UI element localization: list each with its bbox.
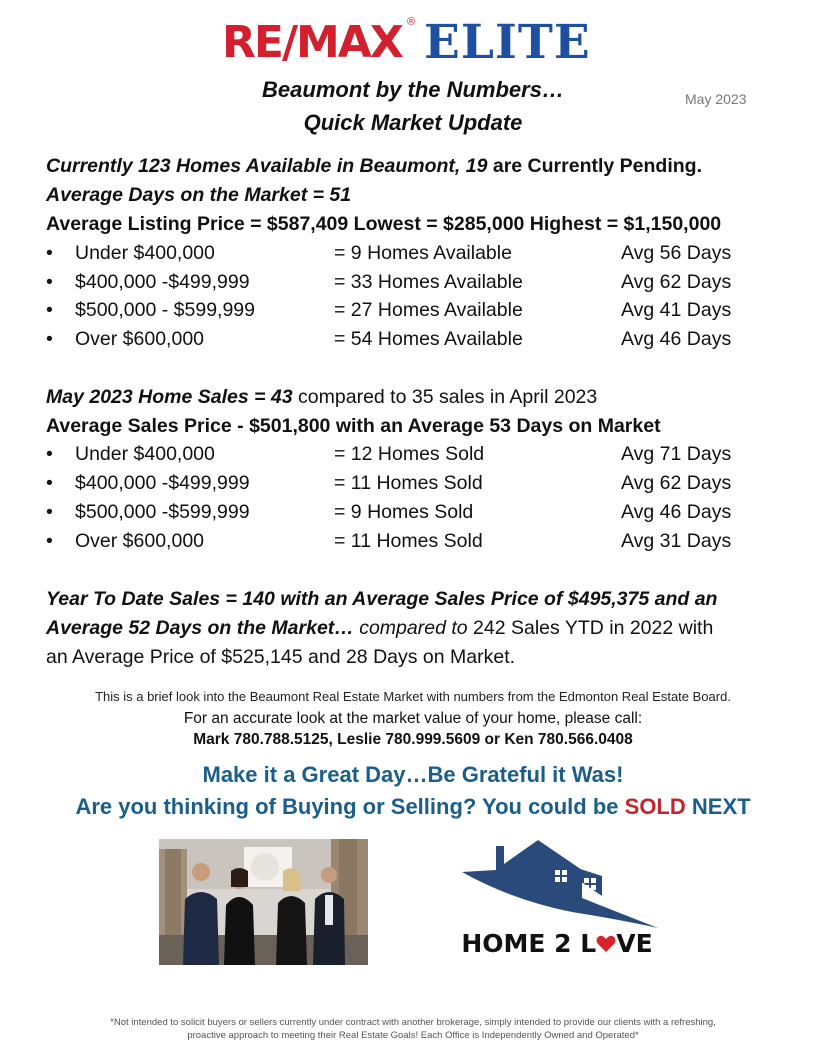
ytd-compared: compared to: [353, 617, 468, 639]
bullet: •: [46, 328, 53, 350]
team-photo: [159, 839, 368, 965]
price-range: Over $600,000: [75, 328, 205, 350]
slogan-question: Are you thinking of Buying or Selling? You could be: [75, 794, 625, 819]
listing-bracket-row: [46, 297, 786, 323]
logo-remax-text: RE/MAX: [222, 17, 402, 68]
homes-count: = 54 Homes Available: [334, 328, 523, 350]
ytd-avg-days: Average 52 Days on the Market…: [46, 617, 354, 639]
homes-count: = 9 Homes Available: [334, 242, 512, 264]
avg-days: Avg 71 Days: [621, 443, 732, 465]
listings-pending-text: are Currently Pending.: [487, 155, 702, 177]
avg-days: Avg 62 Days: [621, 271, 732, 293]
info-disclaimer: This is a brief look into the Beaumont Real Estate Market with numbers from the Edmonton Real Estate Board.: [95, 689, 731, 704]
price-range: $500,000 -$599,999: [75, 501, 250, 523]
price-range: $400,000 -$499,999: [75, 271, 250, 293]
avg-days: Avg 56 Days: [621, 242, 732, 264]
sales-avg-price: Average Sales Price - $501,800 with an Average 53 Days on Market: [46, 415, 661, 437]
bullet: •: [46, 271, 53, 293]
remax-elite-logo: [222, 16, 594, 70]
wordmark-home2l: HOME 2 L: [461, 929, 597, 958]
price-range: $500,000 - $599,999: [75, 299, 255, 321]
listings-available-text: Currently 123 Homes Available in Beaumont, 19: [46, 155, 488, 177]
report-date: May 2023: [685, 91, 747, 107]
listing-bracket-row: [46, 326, 786, 352]
listings-available-line: [46, 154, 702, 178]
info-call-prompt: For an accurate look at the market value of your home, please call:: [183, 710, 643, 727]
bullet: •: [46, 530, 53, 552]
wordmark-ve: VE: [616, 929, 653, 958]
page-title-line2: Quick Market Update: [303, 110, 523, 135]
sales-bracket-row: [46, 499, 786, 525]
homes-count: = 27 Homes Available: [334, 299, 523, 321]
avg-days: Avg 46 Days: [621, 328, 732, 350]
avg-days: Avg 31 Days: [621, 530, 732, 552]
ytd-line3: an Average Price of $525,145 and 28 Days on Market.: [46, 646, 516, 668]
bullet: •: [46, 242, 53, 264]
avg-days: Avg 41 Days: [621, 299, 732, 321]
bullet: •: [46, 443, 53, 465]
homes-sold: = 11 Homes Sold: [334, 472, 483, 494]
ytd-line2: [46, 616, 713, 640]
price-range: $400,000 -$499,999: [75, 472, 250, 494]
slogan-next: NEXT: [685, 794, 751, 819]
sales-bracket-row: [46, 470, 786, 496]
ytd-prior-sales: 242 Sales YTD in 2022 with: [467, 617, 714, 639]
slogan-sold: SOLD: [624, 794, 686, 819]
sales-bracket-row: [46, 528, 786, 554]
bullet: •: [46, 501, 53, 523]
homes-sold: = 12 Homes Sold: [334, 443, 485, 465]
bullet: •: [46, 299, 53, 321]
slogan-line1: Make it a Great Day…Be Grateful it Was!: [202, 762, 624, 787]
logo-elite-text: ELITE: [424, 15, 591, 70]
footer-disclaimer-line2: proactive approach to meeting their Real Estate Goals! Each Office is Independently Owned and Operated*: [187, 1030, 639, 1041]
sales-month-compare: compared to 35 sales in April 2023: [292, 386, 598, 408]
sales-month-count: May 2023 Home Sales = 43: [46, 386, 293, 408]
page-title-line1: Beaumont by the Numbers…: [262, 77, 564, 102]
homes-sold: = 11 Homes Sold: [334, 530, 483, 552]
avg-days: Avg 46 Days: [621, 501, 732, 523]
listing-bracket-row: [46, 240, 786, 266]
home-2-love-wordmark: [452, 928, 662, 960]
home-2-love-logo: [452, 840, 662, 960]
listing-bracket-row: [46, 269, 786, 295]
homes-count: = 33 Homes Available: [334, 271, 523, 293]
ytd-line1: Year To Date Sales = 140 with an Average Sales Price of $495,375 and an: [46, 588, 718, 610]
heart-icon: [596, 929, 616, 947]
price-range: Under $400,000: [75, 242, 215, 264]
listings-avg-days: Average Days on the Market = 51: [46, 184, 352, 206]
logo-registered-mark: ®: [407, 16, 416, 28]
avg-days: Avg 62 Days: [621, 472, 732, 494]
sales-bracket-row: [46, 441, 786, 467]
price-range: Under $400,000: [75, 443, 215, 465]
listings-price-summary: Average Listing Price = $587,409 Lowest = $285,000 Highest = $1,150,000: [46, 213, 722, 235]
bullet: •: [46, 472, 53, 494]
slogan-line2: [0, 794, 816, 820]
house-roof-icon: [452, 840, 662, 928]
homes-sold: = 9 Homes Sold: [334, 501, 474, 523]
agent-phone-numbers: Mark 780.788.5125, Leslie 780.999.5609 or Ken 780.566.0408: [193, 731, 633, 748]
sales-month-line: [46, 385, 597, 409]
footer-disclaimer-line1: *Not intended to solicit buyers or sellers currently under contract with another brokerage, simply intended to provide our clients with a refreshing,: [110, 1017, 716, 1028]
price-range: Over $600,000: [75, 530, 205, 552]
